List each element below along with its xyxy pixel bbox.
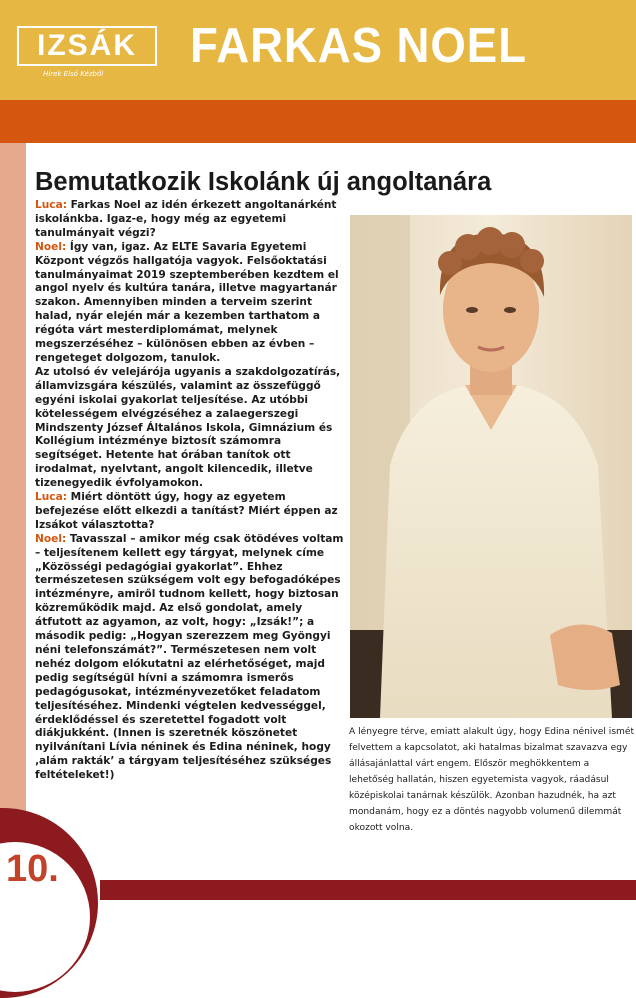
paragraph xyxy=(35,491,347,533)
footer-bar xyxy=(100,880,636,900)
speaker-label: Luca: xyxy=(35,491,67,504)
paragraph-text: Így van, igaz. Az ELTE Savaria Egyetemi Központ végzős hallgatója vagyok. Felsőoktatási tanulmányaimat 2019 szeptemberében kezdtem el angol nyelv és kultúra tanára, illetve magyartanár szakon. Amennyiben minden a terveim szerint halad, nyár elején már a kezemben tarthatom a régóta várt mesterdiplomámat, melynek megszerzéséhez – különösen ebben az évben – rengeteget dolgozom, tanulok. xyxy=(35,240,339,364)
paragraph-text: Miért döntött úgy, hogy az egyetem befejezése előtt elkezdi a tanítást? Miért éppen az Izsákot választotta? xyxy=(35,491,338,531)
page-title: FARKAS NOEL xyxy=(190,19,527,73)
paragraph xyxy=(35,241,347,366)
portrait-illustration xyxy=(350,215,632,718)
article-headline: Bemutatkozik Iskolánk új angoltanára xyxy=(35,168,492,196)
logo-tagline: Hírek Első Kézből xyxy=(43,70,104,78)
speaker-label: Noel: xyxy=(35,240,67,253)
paragraph-text: Farkas Noel az idén érkezett angoltanárként iskolánkba. Igaz-e, hogy még az egyetemi tanulmányait végzi? xyxy=(35,199,337,239)
article-body xyxy=(35,199,347,783)
left-decorative-strip xyxy=(0,143,26,900)
speaker-label: Luca: xyxy=(35,199,67,211)
page-number: 10. xyxy=(6,848,59,890)
page-header xyxy=(0,0,636,100)
paragraph xyxy=(35,199,347,241)
izsak-logo xyxy=(17,26,157,78)
paragraph xyxy=(35,366,347,491)
photo-caption: A lényegre térve, emiatt alakult úgy, hogy Edina nénivel ismét felvettem a kapcsolatot, aki hatalmas bizalmat szavazva egy állásajánlattal várt engem. Először meghökkentem a lehetőség hallatán, hiszen egyetemista vagyok, ráadásul középiskolai tanárnak készülök. Azonban hazudnék, ha azt mondanám, hogy ez a döntés nagyobb volumenű dilemmát okozott volna. xyxy=(349,727,635,833)
paragraph-text: Az utolsó év velejárója ugyanis a szakdolgozatírás, államvizsgára készülés, valamint az összefüggő egyéni iskolai gyakorlat teljesítése. Az utóbbi kötelességem elvégzéséhez a zalaegerszegi Mindszenty József Általános Iskola, Gimnázium és Kollégium intézménye biztosít számomra segítséget. Hetente hat órában tanítok ott irodalmat, nyelvtant, angolt kilencedik, illetve tizenegyedik évfolyamokon. xyxy=(35,365,341,490)
portrait-photo xyxy=(350,215,632,718)
paragraph-text: Tavasszal – amikor még csak ötödéves voltam – teljesítenem kellett egy tárgyat, melynek címe „Közösségi pedagógiai gyakorlat”. Ehhez természetesen szükségem volt egy befogadóképes intézményre, amiről tudnom kellett, hogy biztosan közreműködik majd. Az első gondolat, amely átfutott az agyamon, az volt, hogy: „Izsák!”; a második pedig: „Hogyan szerezzem meg Gyöngyi néni telefonszámát?”. Természetesen nem volt nehéz dolgom elókutatni az elérhetőséget, majd pedig segítségül hívni a számomra ismerős pedagógusokat, intézményvezetőket feladatom teljesítéséhez. Mindenki végtelen kedvességgel, érdeklődéssel és szeretettel fogadott volt diákjukként. (Innen is szeretnék köszönetet nyilvánítani Lívia néninek és Edina néninek, hogy ‚alám rakták’ a tárgyam teljesítéséhez szükséges feltételeket!) xyxy=(35,532,344,782)
logo-wordmark: IZSÁK xyxy=(17,26,157,66)
paragraph xyxy=(35,533,347,783)
orange-divider-bar xyxy=(0,100,636,143)
speaker-label: Noel: xyxy=(35,532,67,545)
